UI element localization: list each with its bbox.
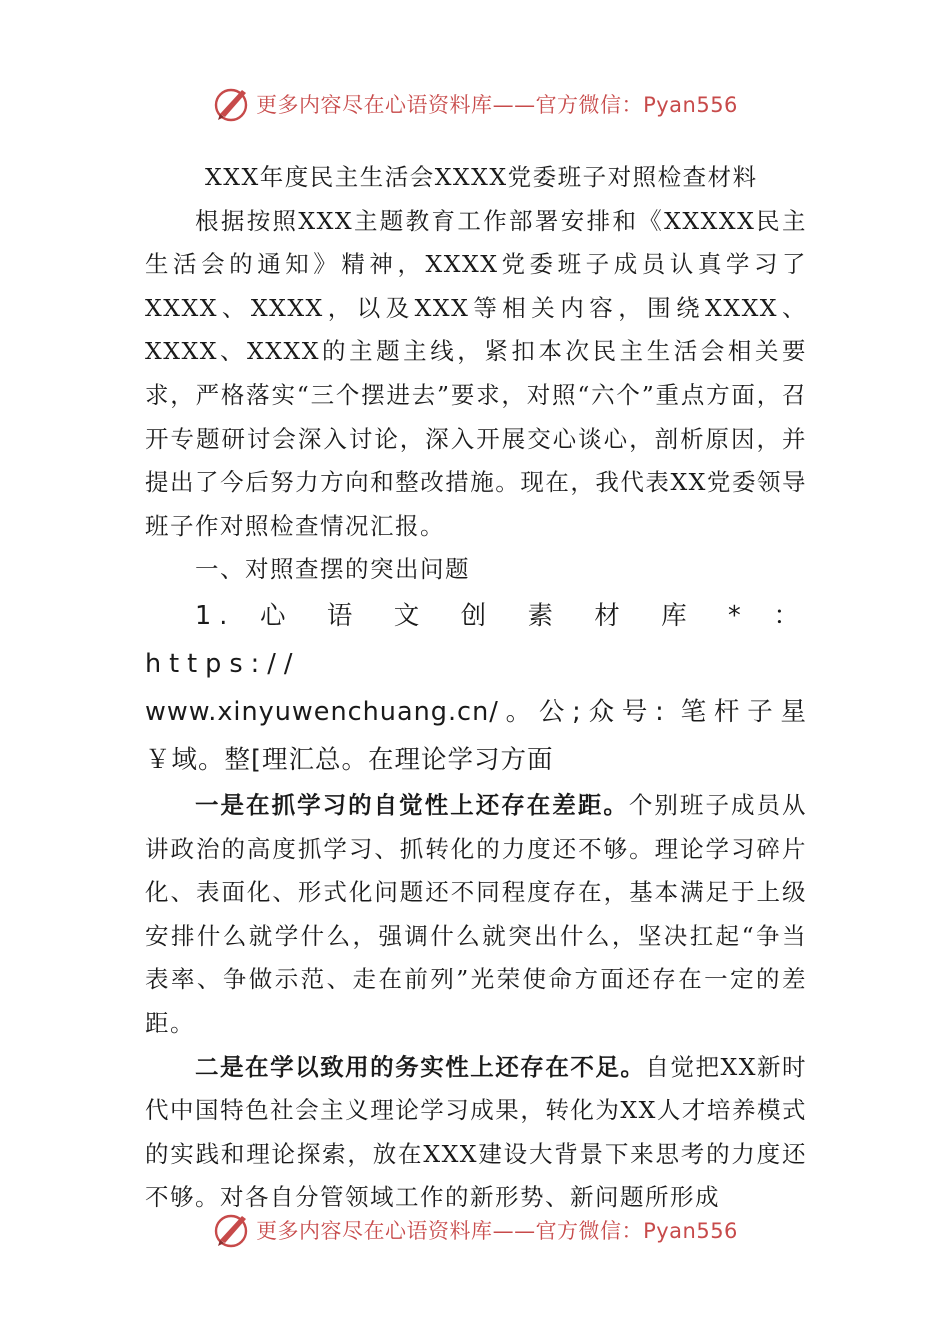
item-heading [145,592,807,784]
section-heading: 一、对照查摆的突出问题 [195,555,470,584]
item-heading-line2: www.xinyuwenchuang.cn/。公;众号: 笔杆子星￥域。整[理汇总。在理论学习方面 [145,696,807,775]
paragraph-2-text: 自觉把XX新时代中国特色社会主义理论学习成果，转化为XX人才培养模式的实践和理论探索，放在XXX建设大背景下来思考的力度还不够。对各自分管领域工作的新形势、新问题所形成 [145,1052,807,1212]
item-heading-line1: 1. 心 语 文 创 素 材 库 * ： https:// [145,600,807,679]
intro-paragraph: 根据按照XXX主题教育工作部署安排和《XXXXX民主生活会的通知》精神，XXXX党委班子成员认真学习了XXXX、XXXX，以及XXX等相关内容，围绕XXXX、XXXX、XXXX的主题主线，紧扣本次民主生活会相关要求，严格落实“三个摆进去”要求，对照“六个”重点方面，召开专题研讨会深入讨论，深入开展交心谈心，剖析原因，并提出了今后努力方向和整改措施。现在，我代表XX党委领导班子作对照检查情况汇报。 [145,206,807,540]
document-title: XXX年度民主生活会XXXX党委班子对照检查材料 [205,163,758,191]
paragraph-1 [145,784,807,1046]
paragraph-1-lead: 一是在抓学习的自觉性上还存在差距。 [195,790,629,819]
paragraph-2-lead: 二是在学以致用的务实性上还存在不足。 [195,1052,646,1081]
banner-text: 更多内容尽在心语资料库——官方微信：Pyan556 [256,93,738,117]
banner-text: 更多内容尽在心语资料库——官方微信：Pyan556 [256,1219,738,1243]
paragraph-2 [145,1046,807,1220]
footer-banner [0,1208,950,1252]
paragraph-1-text: 个别班子成员从讲政治的高度抓学习、抓转化的力度还不够。理论学习碎片化、表面化、形式化问题还不同程度存在，基本满足于上级安排什么就学什么，强调什么就突出什么，坚决扛起“争当表率、争做示范、走在前列”光荣使命方面还存在一定的差距。 [145,790,808,1037]
pen-logo-icon [212,1210,252,1250]
header-banner [0,82,950,126]
document-body [145,156,807,1220]
pen-logo-icon [212,84,252,124]
